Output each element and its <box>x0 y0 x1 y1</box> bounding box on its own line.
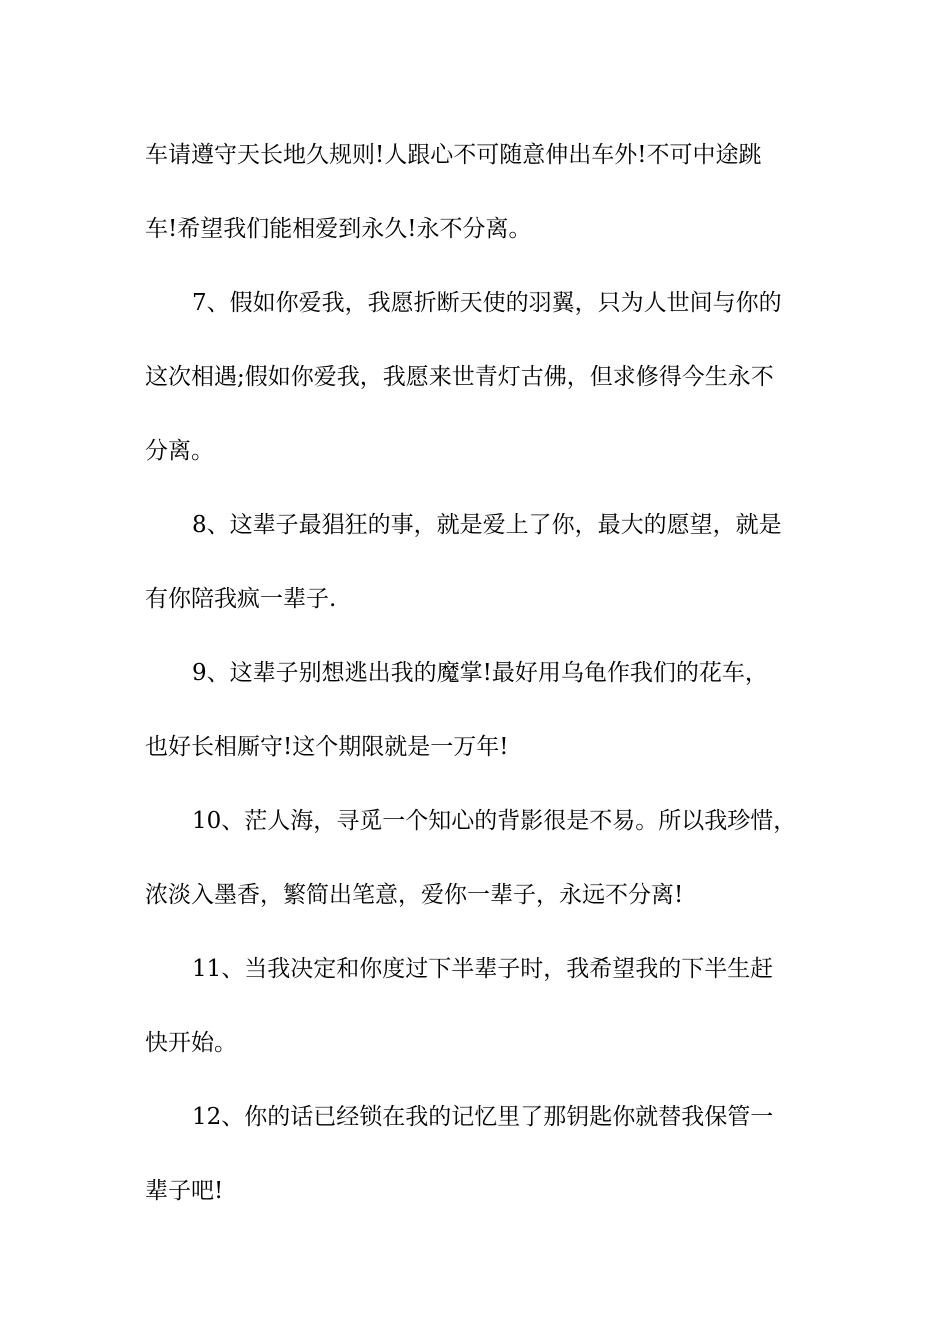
paragraph-10-line-1: 10、茫人海，寻觅一个知心的背影很是不易。所以我珍惜， <box>192 808 797 834</box>
paragraph-12-line-1: 12、你的话已经锁在我的记忆里了那钥匙你就替我保管一 <box>192 1104 774 1130</box>
paragraph-7-line-1: 7、假如你爱我，我愿折断天使的羽翼，只为人世间与你的 <box>192 290 782 316</box>
paragraph-7-line-2: 这次相遇;假如你爱我，我愿来世青灯古佛，但求修得今生永不 <box>145 364 774 390</box>
text-line-1: 车请遵守天长地久规则!人跟心不可随意伸出车外!不可中途跳 <box>145 142 762 168</box>
paragraph-7-line-3: 分离。 <box>145 438 214 464</box>
text-line-2: 车!希望我们能相爱到永久!永不分离。 <box>145 216 532 242</box>
paragraph-8-line-2: 有你陪我疯一辈子. <box>145 586 337 612</box>
paragraph-12-line-2: 辈子吧! <box>145 1178 224 1204</box>
paragraph-10-line-2: 浓淡入墨香，繁简出笔意，爱你一辈子，永远不分离! <box>145 882 684 908</box>
paragraph-8-line-1: 8、这辈子最猖狂的事，就是爱上了你，最大的愿望，就是 <box>192 512 782 538</box>
paragraph-11-line-2: 快开始。 <box>145 1030 237 1056</box>
paragraph-9-line-2: 也好长相厮守!这个期限就是一万年! <box>145 734 509 760</box>
paragraph-11-line-1: 11、当我决定和你度过下半辈子时，我希望我的下半生赶 <box>192 956 774 982</box>
paragraph-9-line-1: 9、这辈子别想逃出我的魔掌!最好用乌龟作我们的花车， <box>192 660 768 686</box>
